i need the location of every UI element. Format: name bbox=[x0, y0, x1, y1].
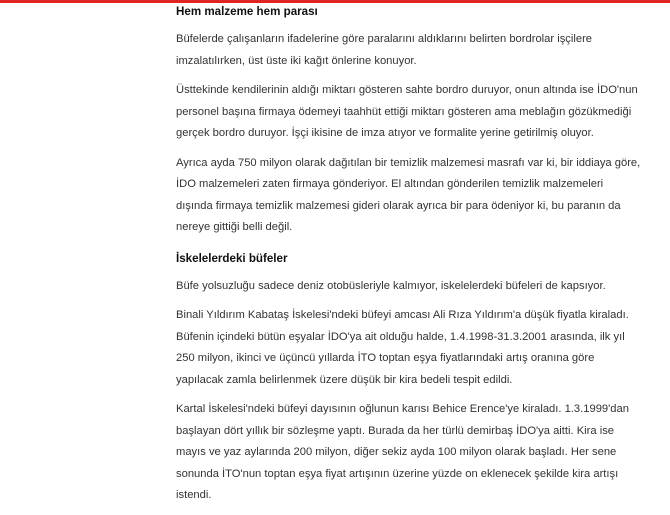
paragraph: Binali Yıldırım Kabataş İskelesi'ndeki büfeyi amcası Ali Rıza Yıldırım'a düşük fiyatla kiraladı. Büfenin içindeki bütün eşyalar İDO'ya ait olduğu halde, 1.4.1998-31.3.2001 arasında, ilk yıl 250 milyon, ikinci ve üçüncü yıllarda İTO toptan eşya fiyatlarındaki artış oranına göre yapılacak zamla belirlenmek üzere düşük bir kira bedeli tespit edildi. bbox=[176, 309, 629, 386]
paragraph: Üsttekinde kendilerinin aldığı miktarı gösteren sahte bordro duruyor, onun altında ise İDO'nun personel başına firmaya ödemeyi taahhüt ettiği miktarı gösteren ama meblağın gözükmediği gerçek bordro duruyor. İşçi ikisine de imza atıyor ve formalite yerine getirilmiş oluyor. bbox=[176, 84, 638, 139]
paragraph: Ayrıca ayda 750 milyon olarak dağıtılan bir temizlik malzemesi masrafı var ki, bir iddiaya göre, İDO malzemeleri zaten firmaya gönderiyor. El altından gönderilen temizlik malzemeleri dışında firmaya temizlik malzemesi gideri olarak ayrıca bir para ödeniyor ki, bu paranın da nereye gittiği belli değil. bbox=[176, 156, 641, 233]
section-heading-kiosks: İskelelerdeki büfeler bbox=[176, 251, 288, 265]
article-body bbox=[176, 4, 641, 515]
section-heading-materials: Hem malzeme hem parası bbox=[176, 5, 318, 18]
header-accent-rule bbox=[0, 0, 670, 3]
paragraph: Kartal İskelesi'ndeki büfeyi dayısının oğlunun karısı Behice Erence'ye kiraladı. 1.3.1999'dan başlayan dört yıllık bir sözleşme yaptı. Burada da her türlü demirbaş İDO'ya aitti. Kira ise mayıs ve yaz aylarında 200 milyon, diğer sekiz ayda 100 milyon olarak başladı. Her sene sonunda İTO'nun toptan eşya fiyat artışının üzerine yüzde on eklenecek şekilde kira artışı istendi. bbox=[176, 403, 629, 501]
paragraph: Büfelerde çalışanların ifadelerine göre paralarını aldıklarını belirten bordrolar işçilere imzalatılırken, üst üste iki kağıt önlerine konuyor. bbox=[176, 33, 593, 67]
paragraph: Büfe yolsuzluğu sadece deniz otobüsleriyle kalmıyor, iskelelerdeki büfeleri de kapsıyor. bbox=[176, 279, 606, 292]
